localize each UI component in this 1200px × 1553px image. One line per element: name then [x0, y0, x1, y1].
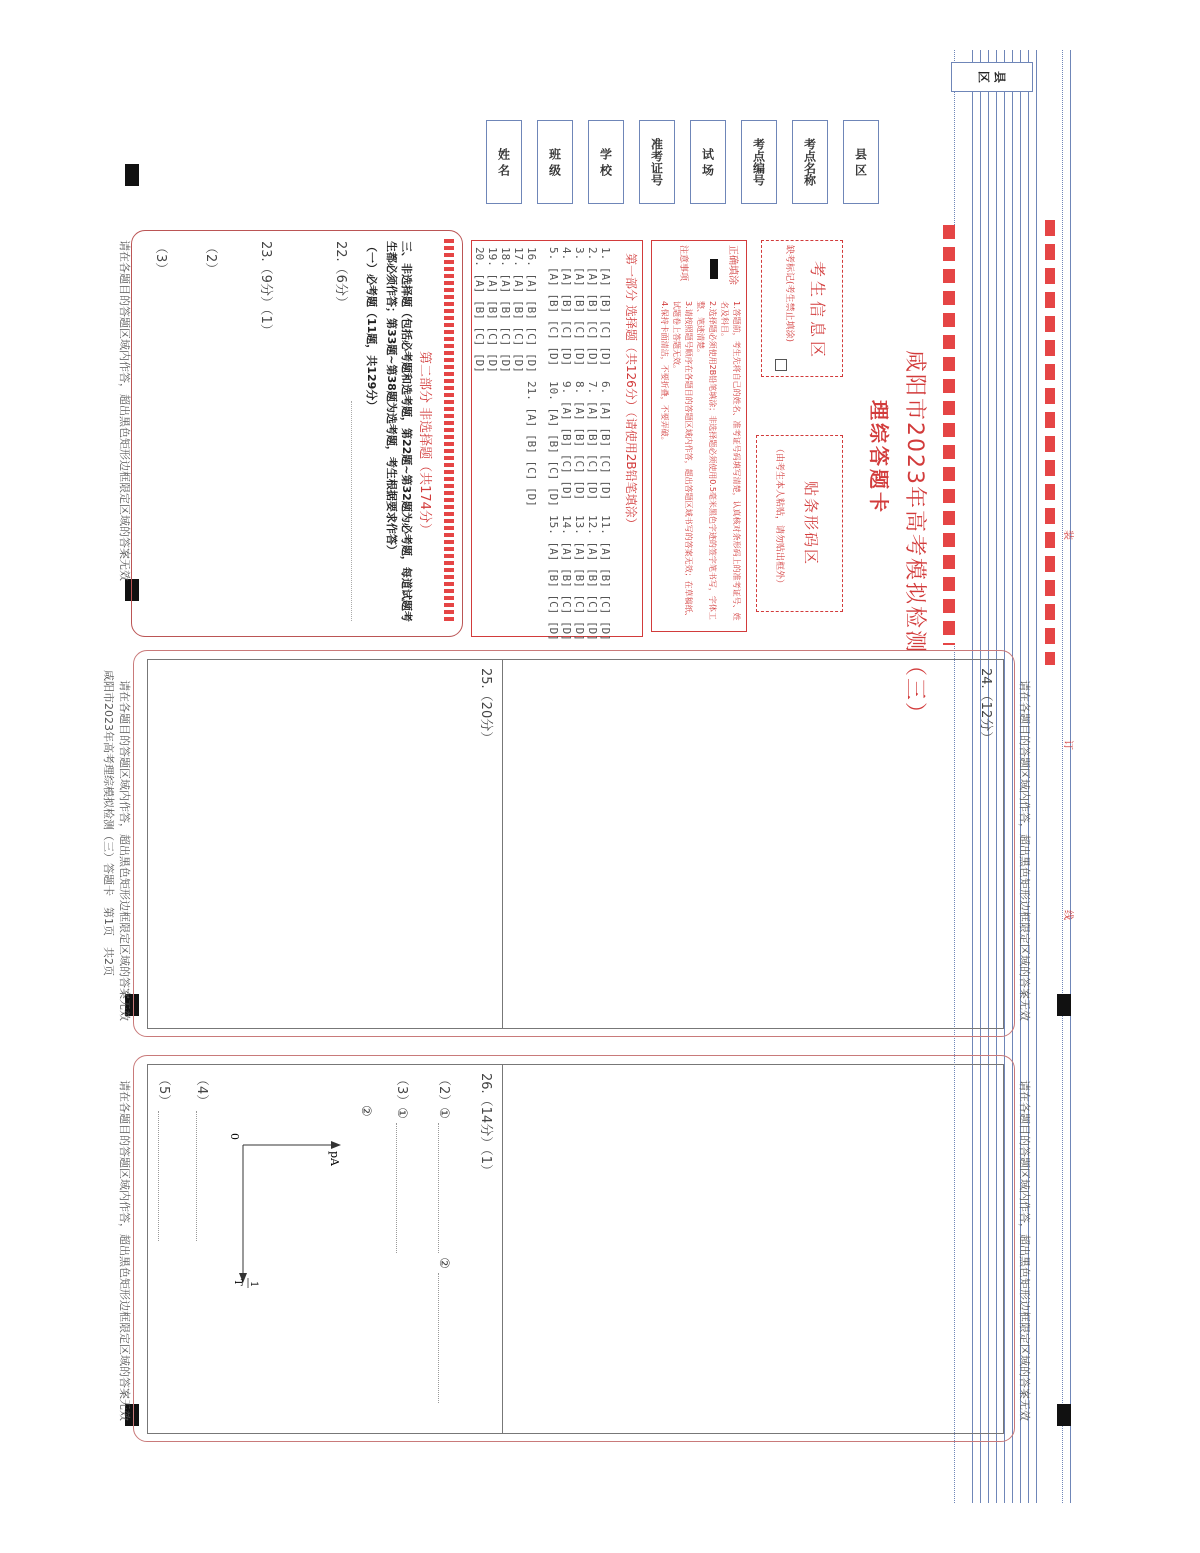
cut-mark-bind: 订 — [1062, 740, 1073, 750]
barcode-area — [756, 435, 843, 612]
q26-4-label — [194, 1073, 213, 1241]
q-num: 11 — [599, 515, 612, 529]
answer-line[interactable] — [438, 1123, 449, 1253]
boundary-note-mid-top: 请在各题目的答题区域内作答，超出黑色矩形边框限定区域的答案无效 — [1018, 680, 1031, 1021]
q-options[interactable]: [A] [B] [C] [D] — [499, 273, 512, 373]
choice-group-1[interactable]: 1. [A] [B] [C] [D] 2. [A] [B] [C] [D] 3. [A] [B] [C] [D] 4. [A] [B] [C] [D] 5. [A] [B] [C] [D] — [547, 247, 612, 367]
boundary-note-right-bottom: 请在各题目的答题区域内作答，超出黑色矩形边框限定区域的答案无效 — [118, 1080, 131, 1421]
graph-origin: 0 — [228, 1133, 241, 1140]
q26-2a: （2）① — [436, 1073, 451, 1119]
q26-label: 26.（14分）（1） — [478, 1073, 493, 1177]
barcode-note: （由考生本人粘贴，请勿贴出框外） — [774, 444, 784, 589]
q-options[interactable]: [A] [B] [C] [D] — [573, 266, 586, 367]
info-area-title: 考生信息区 — [808, 261, 827, 362]
q-options[interactable]: [A] [B] [C] [D] — [599, 400, 612, 501]
fill-sample — [710, 259, 718, 279]
field-exam-room-box[interactable]: 试 场 — [690, 120, 726, 204]
graph-y-arrow — [331, 1141, 341, 1149]
q-options[interactable]: [A] [B] [C] [D] — [547, 266, 560, 367]
q-num: 2 — [586, 247, 599, 254]
q-num: 9 — [560, 381, 573, 388]
field-county: 县 区 — [951, 62, 1033, 92]
fill-label: 正确填涂 — [727, 245, 738, 285]
graph-y-label: pA — [328, 1151, 341, 1166]
note-3: 3.请按照题号顺序在各题目的答题区域内作答，超出答题区域书写的答案无效；在草稿纸、试题卷上答题无效。 — [672, 301, 693, 621]
part2-panel — [131, 230, 463, 637]
q26-box — [147, 1064, 1004, 1434]
reg-mark-6 — [1057, 1404, 1071, 1426]
boundary-note-mid-bottom: 请在各题目的答题区域内作答，超出黑色矩形边框限定区域的答案无效 — [118, 680, 131, 1021]
q-options[interactable]: [A] [B] [C] [D] — [573, 541, 586, 641]
q-num: 12 — [586, 515, 599, 529]
q-num: 17 — [512, 247, 525, 261]
q26-3-label — [394, 1073, 413, 1253]
boundary-note-right-top: 请在各题目的答题区域内作答，超出黑色矩形边框限定区域的答案无效 — [1018, 1080, 1031, 1421]
answer-line[interactable] — [396, 1123, 407, 1253]
q24-q25-box — [147, 659, 1004, 1029]
field-class-box[interactable]: 班 级 — [537, 120, 573, 204]
notes-list — [658, 301, 742, 626]
info-area — [761, 240, 843, 377]
q-options[interactable]: [A] [B] [C] [D] — [547, 407, 560, 507]
choice-group-3[interactable]: 11. [A] [B] [C] [D] 12. [A] [B] [C] [D] 13. [A] [B] [C] [D] 14. [A] [B] [C] [D] 15. [A] [B] [C] [D] — [547, 515, 612, 641]
q-options[interactable]: [A] [B] [C] [D] — [599, 266, 612, 367]
barcode-title: 贴条形码区 — [802, 481, 820, 567]
cut-mark-fold: 装 — [1062, 530, 1073, 540]
q-options[interactable]: [A] [B] [C] [D] — [573, 400, 586, 501]
q24-answer-area[interactable] — [502, 660, 1003, 1028]
boundary-note-left: 请在各题目的答题区域内作答，超出黑色矩形边框限定区域的答案无效 — [118, 240, 131, 581]
choice-group-2[interactable]: 6. [A] [B] [C] [D] 7. [A] [B] [C] [D] 8. [A] [B] [C] [D] 9. [A] [B] [C] [D] 10. [A] [B] [C] [D] — [547, 381, 612, 507]
q-options[interactable]: [A] [B] [C] [D] — [560, 266, 573, 367]
q26-5: （5） — [156, 1073, 171, 1108]
red-band-right — [1045, 220, 1055, 665]
page-footer: 咸阳市2023年高考理综模拟检测（三）答题卡 第1页 共2页 — [102, 670, 115, 976]
title-stripe — [943, 225, 955, 645]
q22-label: 22.（6分） — [333, 241, 348, 309]
q-num: 4 — [560, 247, 573, 254]
q23-3-label: （3） — [153, 241, 168, 276]
q-options[interactable]: [A] [B] [C] [D] — [512, 273, 525, 373]
q26-upper-area[interactable] — [502, 1065, 1003, 1433]
q-options[interactable]: [A] [B] [C] [D] — [525, 407, 538, 507]
sheet-title: 咸阳市2023年高考模拟检测（三） — [902, 350, 927, 726]
fill-notes — [651, 240, 747, 632]
q26-2-label — [436, 1073, 455, 1403]
choice-group-4[interactable]: 16. [A] [B] [C] [D] 17. [A] [B] [C] [D] 18. [A] [B] [C] [D] 19. [A] [B] [C] [D] 20. [A] [B] [C] [D] — [473, 247, 538, 373]
part2-sub: （一）必考题（11题，共129分） — [365, 241, 378, 412]
q-num: 3 — [573, 247, 586, 254]
q-num: 8 — [573, 381, 586, 388]
q26-3a: （3）① — [394, 1073, 409, 1119]
q-options[interactable]: [A] [B] [C] [D] — [560, 541, 573, 641]
binding-field-boxes — [485, 120, 885, 205]
answer-card — [102, 50, 1075, 1503]
note-2: 2.选择题必须使用2B铅笔填涂；非选择题必须使用0.5毫米黑色字迹的签字笔书写，字体工整、笔迹清楚。 — [696, 301, 717, 620]
answer-line[interactable] — [196, 1111, 207, 1241]
choice-group-5[interactable]: 21. [A] [B] [C] [D] — [525, 381, 538, 507]
q23-label: 23.（9分）（1） — [258, 241, 273, 337]
note-1: 1.答题前，考生先将自己的姓名、准考证号码填写清楚，认真核对条形码上的准考证号、姓名及科目。 — [720, 301, 741, 621]
note-4: 4.保持卡面清洁，不要折叠，不要弄破。 — [660, 301, 669, 445]
graph-x-den: T — [232, 1279, 243, 1286]
field-exam-site-code-box[interactable]: 考点编号 — [741, 120, 777, 204]
q25-label: 25.（20分） — [478, 668, 493, 745]
q-num: 10 — [547, 381, 560, 395]
part2-section: 三、非选择题（包括必考题和选考题，第22题~第32题为必考题，每道试题考生都必须作答；第33题~第38题为选考题，考生根据要求作答） — [385, 241, 413, 622]
q-num: 5 — [547, 247, 560, 254]
part2-answer-lines[interactable] — [146, 401, 352, 621]
q-num: 21 — [525, 381, 538, 395]
q-options[interactable]: [A] [B] [C] [D] — [473, 273, 486, 373]
q-options[interactable]: [A] [B] [C] [D] — [586, 266, 599, 367]
part1-title: 第一部分 选择题（共126分）（请使用2B铅笔填涂） — [624, 253, 638, 530]
field-ticket-number-box[interactable]: 准考证号 — [639, 120, 675, 204]
q-num: 13 — [573, 515, 586, 529]
sheet-subtitle: 理综答题卡 — [867, 400, 891, 515]
q-num: 14 — [560, 515, 573, 529]
choice-area — [471, 240, 643, 641]
q26-3b-label: ② — [358, 1105, 373, 1117]
q-num: 20 — [473, 247, 486, 261]
absent-checkbox[interactable] — [775, 359, 787, 371]
q25-answer-area[interactable] — [148, 660, 503, 1028]
q24-q25-panel — [133, 650, 1015, 1037]
q-num: 7 — [586, 381, 599, 388]
q-options[interactable]: [A] [B] [C] [D] — [486, 273, 499, 373]
q-num: 6 — [599, 381, 612, 388]
q-num: 18 — [499, 247, 512, 261]
field-school-box[interactable]: 学 校 — [588, 120, 624, 204]
q-options[interactable]: [A] [B] [C] [D] — [560, 400, 573, 501]
q23-2-label: （2） — [203, 241, 218, 276]
field-exam-site-name-box[interactable]: 考点名称 — [792, 120, 828, 204]
reg-mark-5 — [1057, 994, 1071, 1016]
field-name-box[interactable]: 姓 名 — [486, 120, 522, 204]
part2-stripe — [444, 239, 454, 624]
q26-2b: ② — [436, 1257, 451, 1269]
q26-4: （4） — [194, 1073, 209, 1108]
q-options[interactable]: [A] [B] [C] [D] — [525, 273, 538, 373]
reg-mark-1 — [125, 164, 139, 186]
q-options[interactable]: [A] [B] [C] [D] — [586, 400, 599, 501]
answer-line[interactable] — [438, 1273, 449, 1403]
part2-title: 第二部分 非选择题（共174分） — [417, 351, 432, 536]
q24-label: 24.（12分） — [978, 668, 993, 745]
q-num: 15 — [547, 515, 560, 529]
q26-panel — [133, 1055, 1015, 1442]
q-options[interactable]: [A] [B] [C] [D] — [599, 541, 612, 641]
graph-x-num: 1 — [248, 1281, 259, 1288]
q-options[interactable]: [A] [B] [C] [D] — [547, 541, 560, 641]
q-num: 1 — [599, 247, 612, 254]
q26-graph[interactable] — [223, 1125, 343, 1295]
answer-line[interactable] — [158, 1111, 169, 1241]
q-num: 19 — [486, 247, 499, 261]
q-options[interactable]: [A] [B] [C] [D] — [586, 541, 599, 641]
absent-label: 缺考标记(考生禁止填涂) — [784, 245, 794, 343]
cut-mark-line: 线 — [1062, 910, 1073, 920]
field-county-box[interactable]: 县 区 — [843, 120, 879, 204]
q-num: 16 — [525, 247, 538, 261]
notes-label: 注意事项 — [678, 245, 688, 282]
q26-5-label — [156, 1073, 175, 1241]
